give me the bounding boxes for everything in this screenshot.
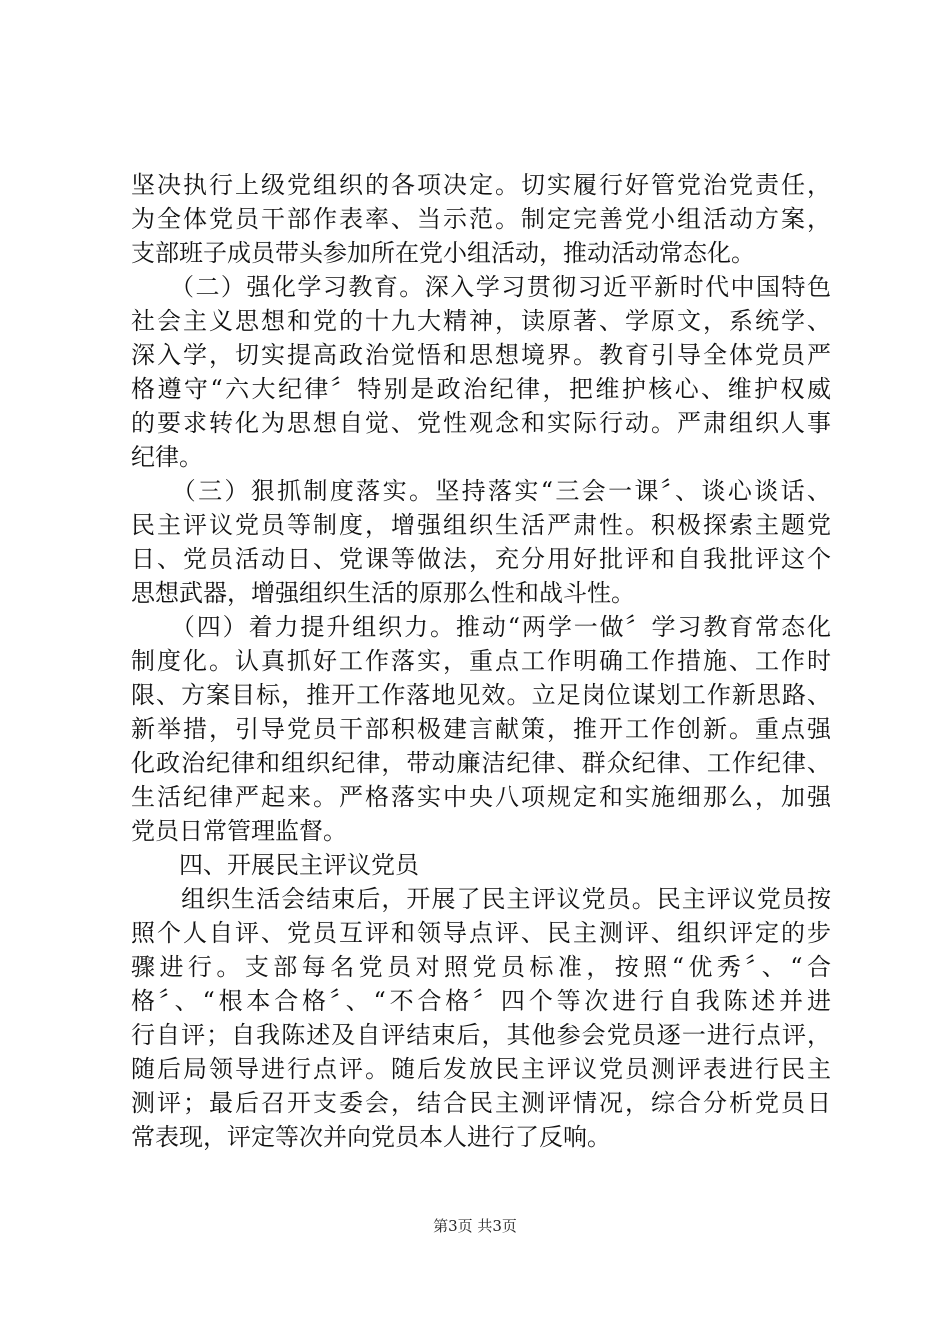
text-line: 骤进行。支部每名党员对照党员标准，按照“优秀〞、“合 bbox=[131, 953, 831, 981]
text-line: 民主评议党员等制度，增强组织生活严肃性。积极探索主题党 bbox=[131, 511, 831, 539]
text-line: 深入学，切实提高政治觉悟和思想境界。教育引导全体党员严 bbox=[131, 341, 831, 369]
text-line: 格遵守“六大纪律〞特别是政治纪律，把维护核心、维护权威 bbox=[131, 375, 831, 403]
paragraph bbox=[131, 882, 831, 1154]
text-line: 新举措，引导党员干部积极建言献策，推开工作创新。重点强 bbox=[131, 715, 831, 743]
text-line: 制度化。认真抓好工作落实，重点工作明确工作措施、工作时 bbox=[131, 647, 831, 675]
text-line: 生活纪律严起来。严格落实中央八项规定和实施细那么，加强 bbox=[131, 783, 831, 811]
paragraph bbox=[131, 474, 831, 610]
paragraph bbox=[131, 270, 831, 474]
text-line: 照个人自评、党员互评和领导点评、民主测评、组织评定的步 bbox=[131, 919, 831, 947]
text-line: 组织生活会结束后，开展了民主评议党员。民主评议党员按 bbox=[131, 885, 831, 913]
text-line: 常表现，评定等次并向党员本人进行了反响。 bbox=[131, 1123, 611, 1151]
text-line: 随后局领导进行点评。随后发放民主评议党员测评表进行民主 bbox=[131, 1055, 831, 1083]
text-line: （四）着力提升组织力。推动“两学一做〞学习教育常态化 bbox=[131, 613, 831, 641]
text-line: 测评；最后召开支委会，结合民主测评情况，综合分析党员日 bbox=[131, 1089, 831, 1117]
text-line: 的要求转化为思想自觉、党性观念和实际行动。严肃组织人事 bbox=[131, 409, 831, 437]
text-line: 化政治纪律和组织纪律，带动廉洁纪律、群众纪律、工作纪律、 bbox=[131, 749, 831, 777]
text-line: 党员日常管理监督。 bbox=[131, 817, 347, 845]
text-line: 思想武器，增强组织生活的原那么性和战斗性。 bbox=[131, 579, 635, 607]
text-line: 限、方案目标，推开工作落地见效。立足岗位谋划工作新思路、 bbox=[131, 681, 831, 709]
paragraph bbox=[131, 610, 831, 848]
text-line: 行自评；自我陈述及自评结束后，其他参会党员逐一进行点评， bbox=[131, 1021, 831, 1049]
text-line: 为全体党员干部作表率、当示范。制定完善党小组活动方案， bbox=[131, 205, 831, 233]
section-heading bbox=[131, 848, 831, 882]
text-line: 坚决执行上级党组织的各项决定。切实履行好管党治党责任， bbox=[131, 171, 831, 199]
page-footer: 第3页 共3页 bbox=[433, 1217, 517, 1235]
document-body bbox=[131, 168, 831, 1154]
text-line: 四、开展民主评议党员 bbox=[131, 851, 419, 879]
text-line: 社会主义思想和党的十九大精神，读原著、学原文，系统学、 bbox=[131, 307, 831, 335]
text-line: 支部班子成员带头参加所在党小组活动，推动活动常态化。 bbox=[131, 239, 755, 267]
text-line: （三）狠抓制度落实。坚持落实“三会一课〞、谈心谈话、 bbox=[131, 477, 831, 505]
text-line: 日、党员活动日、党课等做法，充分用好批评和自我批评这个 bbox=[131, 545, 831, 573]
text-line: （二）强化学习教育。深入学习贯彻习近平新时代中国特色 bbox=[131, 273, 831, 301]
text-line: 格〞、“根本合格〞、“不合格〞四个等次进行自我陈述并进 bbox=[131, 987, 831, 1015]
paragraph bbox=[131, 168, 831, 270]
text-line: 纪律。 bbox=[131, 443, 203, 471]
